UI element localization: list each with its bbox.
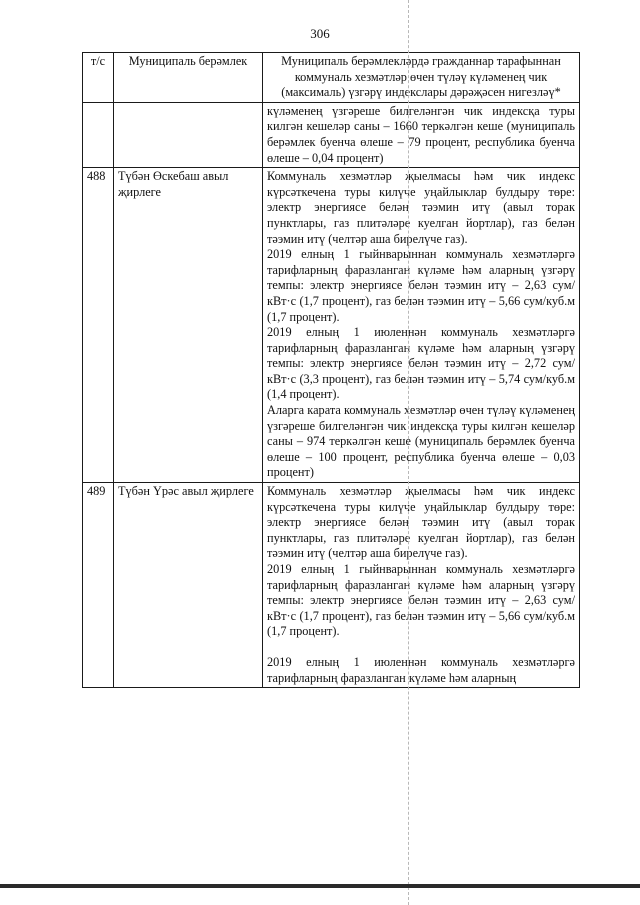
table-row-489 — [83, 483, 580, 688]
tariff-table — [82, 52, 580, 688]
description-paragraph: 2019 елның 1 гыйнварыннан коммуналь хезмәтләргә тарифларның фаразланган күләме һәм аларның үзгәрү темпы: электр энергиясе белән тәэмин итү – 2,63 сум/кВт·с (1,7 процент), газ белән тәэмин итү – 5,66 сум/куб.м (1,7 процент). — [267, 247, 575, 324]
cell-num: 488 — [83, 168, 114, 483]
cell-description-continuation — [263, 102, 580, 167]
scan-edge-line — [0, 884, 640, 888]
cell-num: 489 — [83, 483, 114, 688]
header-num: т/с — [83, 53, 114, 103]
header-description: Муниципаль берәмлекләрдә гражданнар тарафыннан коммуналь хезмәтләр өчен түләү күләменең чик (максималь) үзгәрү индекслары дәрәҗәсен нигезләү* — [263, 53, 580, 103]
description-paragraph: 2019 елның 1 гыйнварыннан коммуналь хезмәтләргә тарифларның фаразланган күләме һәм аларның үзгәрү темпы: электр энергиясе белән тәэмин итү – 2,63 сум/кВт·с (1,7 процент), газ белән тәэмин итү – 5,66 сум/куб.м (1,7 процент). — [267, 562, 575, 639]
page-number: 306 — [310, 26, 330, 41]
description-paragraph: Аларга карата коммуналь хезмәтләр өчен түләү күләменең үзгәреше билгеләнгән чик индексқа туры килгән кешеләр саны – 974 теркәлгән кеше (муниципаль берәмлек буенча өлеше – 100 процент, республика буенча өлеше – 0,03 процент) — [267, 403, 575, 480]
table-header-row — [83, 53, 580, 103]
description-paragraph: 2019 елның 1 июленнән коммуналь хезмәтләргә тарифларның фаразланган күләме һәм аларның — [267, 654, 575, 685]
cell-municipality: Түбән Үрәс авыл җирлеге — [114, 483, 263, 688]
description-paragraph: Коммуналь хезмәтләр җыелмасы һәм чик индекс күрсәткечена туры килүче уңайлыклар булдыру төре: электр энергиясе белән тәэмин итү (авыл торак пунктлары, газ плитәләре куелган йортлар), газ белән тәэмин итү (челтәр аша бирелүче газ). — [267, 484, 575, 561]
binding-fold-line — [408, 0, 409, 905]
description-paragraph: Коммуналь хезмәтләр җыелмасы һәм чик индекс күрсәткечена туры килүче уңайлыклар булдыру төре: электр энергиясе белән тәэмин итү (авыл торак пунктлары, газ плитәләре куелган йортлар), газ белән тәэмин итү (челтәр аша бирелүче газ). — [267, 169, 575, 246]
table-row-488 — [83, 168, 580, 483]
description-paragraph: 2019 елның 1 июленнән коммуналь хезмәтләргә тарифларның фаразланган күләме һәм аларның үзгәрү темпы: электр энергиясе белән тәэмин итү – 2,72 сум/кВт·с (3,3 процент), газ белән тәэмин итү – 5,74 сум/куб.м (1,4 процент). — [267, 325, 575, 402]
cell-num-empty — [83, 102, 114, 167]
cell-description — [263, 483, 580, 688]
header-municipality: Муниципаль берәмлек — [114, 53, 263, 103]
table-row-continuation — [83, 102, 580, 167]
description-paragraph: күләменең үзгәреше билгеләнгән чик индексқа туры килгән кешеләр саны – 1660 теркәлгән кеше (муниципаль берәмлек буенча өлеше – 79 процент, республика буенча өлеше – 0,04 процент) — [267, 103, 575, 165]
cell-municipality-empty — [114, 102, 263, 167]
cell-description — [263, 168, 580, 483]
cell-municipality: Түбән Өскебаш авыл җирлеге — [114, 168, 263, 483]
